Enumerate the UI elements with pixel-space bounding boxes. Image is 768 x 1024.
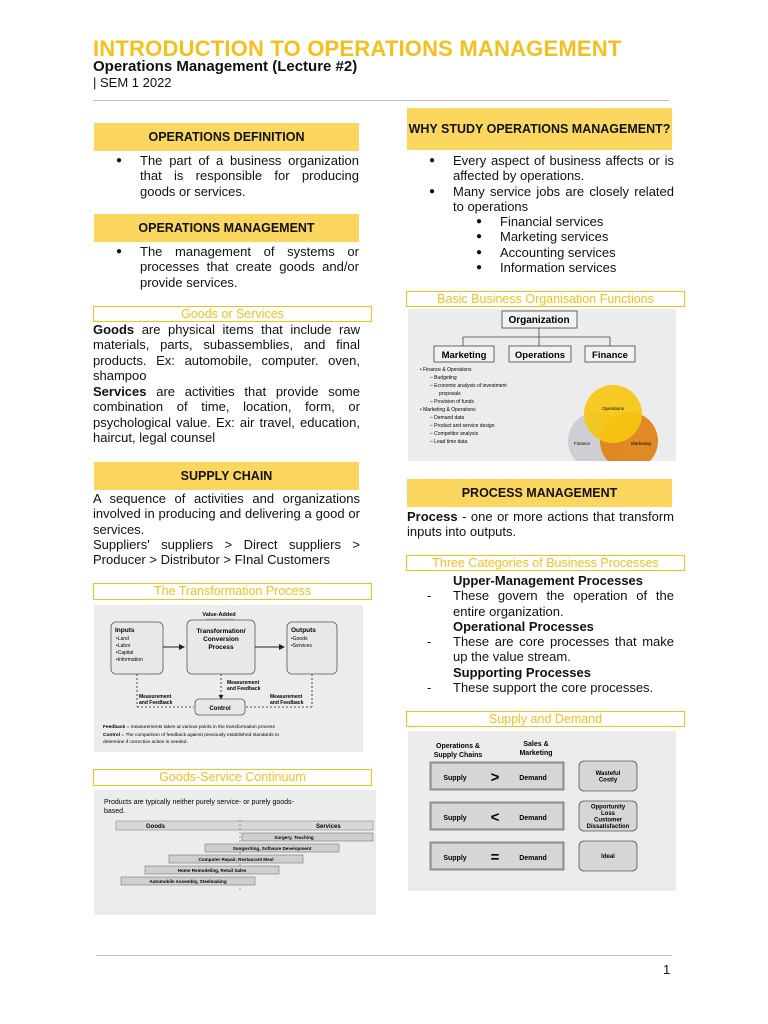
feedback-definition: Feedback = measurements taken at various points in the transformation process xyxy=(103,725,275,730)
why-study-list xyxy=(407,153,674,275)
supply-label: Supply xyxy=(443,855,467,862)
org-child: Marketing xyxy=(441,350,487,361)
category-title: Operational Processes xyxy=(453,618,594,634)
category-title: Upper-Management Processes xyxy=(453,573,644,588)
result-label: Wasteful xyxy=(595,770,621,777)
footer-divider xyxy=(96,955,672,956)
page-number: 1 xyxy=(663,962,671,977)
transformation-heading: The Transformation Process xyxy=(93,583,372,600)
supply-chain-definition: A sequence of activities and organizations involved in producing and delivering a good or services. xyxy=(93,491,360,537)
demand-label: Demand xyxy=(519,855,547,862)
value-added-label: Value-Added xyxy=(202,612,236,618)
supply-demand-heading: Supply and Demand xyxy=(406,711,685,727)
result-label: Dissatisfaction xyxy=(586,823,630,830)
list-item: ● Many service jobs are closely related to operations xyxy=(407,184,674,215)
goods-service-continuum-heading: Goods-Service Continuum xyxy=(93,769,372,786)
center-line: Conversion xyxy=(203,636,239,643)
organization-diagram xyxy=(408,309,676,461)
measurement-feedback-right: Measurement xyxy=(270,694,303,700)
venn-label: Marketing xyxy=(631,441,651,446)
column-header: Supply Chains xyxy=(433,752,483,759)
result-label: Opportunity xyxy=(590,804,626,811)
goods-services-heading: Goods or Services xyxy=(93,306,372,322)
control-definition: Control = The comparison of feedback against previously established standards to xyxy=(103,733,280,738)
continuum-bar-label: Home Remodeling, Retail Sales xyxy=(177,868,247,873)
result-label: Costly xyxy=(598,777,618,784)
goods-definition xyxy=(93,322,360,383)
org-list-item: – Budgeting xyxy=(430,375,457,381)
measurement-feedback-label: and Feedback xyxy=(227,686,261,692)
services-text: are activities that provide some combination of time, location, form, or psychological value. Ex: air travel, education, haircut, legal counsel xyxy=(93,384,360,445)
list-item: ● Marketing services xyxy=(407,229,674,244)
column-header: Marketing xyxy=(519,750,553,757)
measurement-feedback-label: Measurement xyxy=(227,680,260,686)
transformation-process-diagram xyxy=(94,605,363,752)
org-list-item: – Provision of funds xyxy=(430,399,474,405)
ops-definition-list xyxy=(94,153,359,199)
semester-label: | SEM 1 2022 xyxy=(93,75,172,90)
outputs-title: Outputs xyxy=(291,627,316,634)
category-title: Supporting Processes xyxy=(453,664,591,680)
three-categories-heading: Three Categories of Business Processes xyxy=(406,555,685,571)
output-item: •Goods xyxy=(291,636,308,642)
comparison-operator: > xyxy=(490,769,500,786)
list-item: ● Information services xyxy=(407,260,674,275)
continuum-bar-label: Computer Repair, Restaurant Meal xyxy=(198,857,274,862)
demand-label: Demand xyxy=(519,775,547,782)
venn-label: Operations xyxy=(601,406,625,411)
org-list-item: • Finance & Operations xyxy=(420,367,472,373)
continuum-caption: Products are typically neither purely service- or purely goods- xyxy=(104,799,294,806)
input-item: •Information xyxy=(116,657,143,663)
comparison-operator: = xyxy=(490,849,500,866)
org-child: Operations xyxy=(514,350,566,361)
header-divider xyxy=(93,100,669,101)
column-header: Sales & xyxy=(523,741,549,748)
supply-chain-heading: SUPPLY CHAIN xyxy=(94,462,359,490)
services-definition xyxy=(93,384,360,445)
center-line: Process xyxy=(208,644,234,651)
org-child: Finance xyxy=(592,350,628,361)
result-label: Loss xyxy=(600,810,616,817)
document-title: INTRODUCTION TO OPERATIONS MANAGEMENT xyxy=(93,36,622,61)
list-item: ● Every aspect of business affects or is affected by operations. xyxy=(407,153,674,184)
goods-label: Goods xyxy=(146,824,165,830)
supply-demand-diagram xyxy=(408,731,676,891)
process-management-heading: PROCESS MANAGEMENT xyxy=(407,479,672,507)
why-study-heading: WHY STUDY OPERATIONS MANAGEMENT? xyxy=(407,108,672,150)
basic-functions-heading: Basic Business Organisation Functions xyxy=(406,291,685,307)
venn-label: Finance xyxy=(573,441,591,446)
process-definition xyxy=(407,509,674,540)
org-list-item: – Economic analysis of investment xyxy=(430,383,507,389)
result-label: Customer xyxy=(593,817,623,824)
control-definition-cont: determine if corrective action is needed. xyxy=(103,740,188,745)
continuum-caption: based. xyxy=(104,808,126,815)
list-item: ● Accounting services xyxy=(407,245,674,260)
input-item: •Labor xyxy=(116,643,131,649)
input-item: •Capital xyxy=(116,650,134,656)
ops-management-heading: OPERATIONS MANAGEMENT xyxy=(94,214,359,242)
output-item: •Services xyxy=(291,643,312,649)
supply-demand-rows xyxy=(430,761,637,871)
control-label: Control xyxy=(209,706,231,712)
result-label: Ideal xyxy=(601,854,615,860)
continuum-bar-label: Songwriting, Software Development xyxy=(232,846,312,851)
services-term: Services xyxy=(93,384,147,399)
org-list-item: – Demand data xyxy=(430,415,465,421)
inputs-title: Inputs xyxy=(115,627,135,634)
services-label: Services xyxy=(316,824,341,830)
process-text: - one or more actions that transform inputs into outputs. xyxy=(407,509,674,540)
center-line: Transformation/ xyxy=(196,628,246,635)
document-subtitle: Operations Management (Lecture #2) xyxy=(93,58,358,75)
org-list-item: – Competitor analysis xyxy=(430,431,479,437)
list-item: ● The part of a business organization that is responsible for producing goods or services. xyxy=(94,153,359,199)
org-root: Organization xyxy=(508,315,570,326)
list-item: ● Financial services xyxy=(407,214,674,229)
column-header: Operations & xyxy=(436,743,480,750)
org-list-item: proposals xyxy=(439,391,461,397)
comparison-operator: < xyxy=(490,809,500,826)
goods-text: are physical items that include raw materials, parts, subassemblies, and final products. Ex: automobile, computer. oven, shampoo xyxy=(93,322,360,383)
demand-label: Demand xyxy=(519,815,547,822)
category-description: - These govern the operation of the entire organization. xyxy=(407,588,674,619)
process-term: Process xyxy=(407,509,458,524)
supply-label: Supply xyxy=(443,815,467,822)
org-list-item: – Lead time data xyxy=(430,439,468,445)
process-categories xyxy=(407,573,674,695)
input-item: •Land xyxy=(116,636,129,642)
ops-management-list xyxy=(94,244,359,290)
venn-operations xyxy=(584,385,642,443)
org-list-item: • Marketing & Operations xyxy=(420,407,476,413)
category-description: - These are core processes that make up the value stream. xyxy=(407,634,674,665)
org-function-list xyxy=(420,367,507,445)
supply-label: Supply xyxy=(443,775,467,782)
category-description: - These support the core processes. xyxy=(407,680,674,695)
list-item: ● The management of systems or processes that create goods and/or provide services. xyxy=(94,244,359,290)
measurement-feedback-left: and Feedback xyxy=(139,700,173,706)
ops-definition-heading: OPERATIONS DEFINITION xyxy=(94,123,359,151)
continuum-bar-label: Surgery, Teaching xyxy=(274,835,314,840)
continuum-bar-label: Automobile Assembly, Steelmaking xyxy=(149,879,227,884)
goods-service-continuum-diagram xyxy=(94,790,376,915)
measurement-feedback-right: and Feedback xyxy=(270,700,304,706)
measurement-feedback-left: Measurement xyxy=(139,694,172,700)
supply-chain-flow: Suppliers' suppliers > Direct suppliers > Producer > Distributor > FInal Customers xyxy=(93,537,360,568)
org-list-item: – Product and service design xyxy=(430,423,495,429)
goods-term: Goods xyxy=(93,322,135,337)
